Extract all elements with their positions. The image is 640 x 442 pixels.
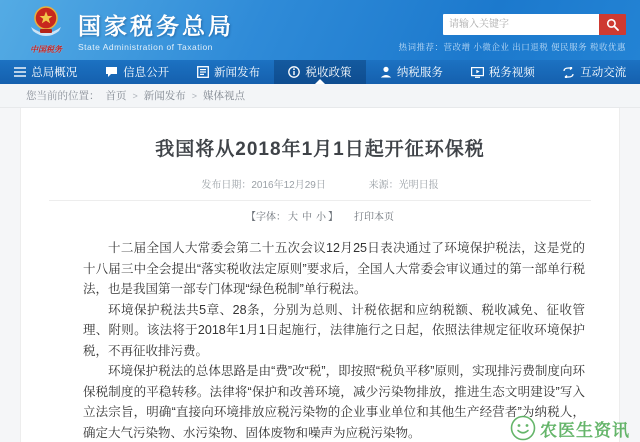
article-paragraph: 环境保护税法的总体思路是由“费”改“税”，即按照“税负平移”原则，实现排污费制度向环保税制度的平稳转移。法律将“保护和改善环境，减少污染物排放，推进生态文明建设”写入立法宗旨，明确“直接向环境排放应税污染物的企业事业单位和其他生产经营者”为纳税人，确定大气污染物、水污染物、固体废物和噪声为应税污染物。 [83,364,585,440]
breadcrumb-prefix: 您当前的位置： [26,90,100,102]
user-icon [380,66,392,78]
article-paragraph: 环境保护税法共5章、28条，分别为总则、计税依据和应纳税额、税收减免、征收管理、附则。该法将于2018年1月1日起施行，法律施行之日起，依照法律规定征收环境保护税，不再征收排污费。 [83,302,585,358]
breadcrumb-home[interactable]: 首页 [105,90,127,102]
article-source: 来源：光明日报 [368,180,439,191]
logo-block [24,5,234,55]
nav-label: 新闻发布 [214,67,261,79]
site-title: 国家税务总局 [78,13,234,39]
nav-item-tax-policy[interactable] [274,60,365,84]
site-header [0,0,640,60]
nav-label: 纳税服务 [396,67,443,79]
nav-item-overview[interactable] [0,60,91,84]
seal-calligraphy-text: 中国税务 [30,45,62,54]
article-body [21,238,619,442]
article-title: 我国将从2018年1月1日起开征环保税 [155,139,485,160]
search-button[interactable] [599,14,626,35]
breadcrumb-separator: > [191,90,198,101]
print-page-button[interactable]: 打印本页 [354,212,394,223]
breadcrumb [0,84,640,108]
nav-label: 税务视频 [488,67,535,79]
sync-icon [562,67,575,78]
nav-label: 总局概况 [31,67,78,79]
nav-item-news[interactable] [183,60,274,84]
nav-label: 信息公开 [123,67,170,79]
video-icon [471,67,484,78]
nav-item-interaction[interactable] [549,60,640,84]
nav-item-info-disclosure[interactable] [91,60,182,84]
main-nav [0,60,640,84]
site-title-block [78,8,234,52]
font-label-open: 【字体： [246,212,286,223]
menu-icon [14,67,26,77]
hot-words-links[interactable]: 热词推荐：营改增 小微企业 出口退税 便民服务 税收优惠 [398,41,626,52]
article-paragraph: 十二届全国人大常委会第二十五次会议12月25日表决通过了环境保护税法，这是党的十八届三中全会提出“落实税收法定原则”要求后，全国人大常委会审议通过的第一部单行税法，也是我国第一部专门体现“绿色税制”单行税法。 [83,241,585,296]
national-emblem-icon [27,5,65,41]
search-icon [606,18,619,31]
font-size-medium-button[interactable]: 中 [302,212,312,223]
breadcrumb-media-view[interactable]: 媒体视点 [203,90,246,102]
watermark-text: 农医生资讯 [540,420,630,440]
breadcrumb-news[interactable]: 新闻发布 [143,90,186,102]
chat-icon [105,66,118,78]
font-size-toolbar [21,208,619,223]
search-bar [443,14,626,35]
font-label-close: 】 [328,212,338,223]
nav-item-tax-video[interactable] [457,60,548,84]
search-input[interactable] [443,14,599,35]
site-subtitle: State Administration of Taxation [78,42,213,52]
search-block [399,14,626,53]
info-icon [288,66,300,78]
font-size-small-button[interactable]: 小 [316,212,326,223]
news-icon [197,66,209,78]
tax-emblem-logo [24,5,68,55]
font-size-large-button[interactable]: 大 [288,212,298,223]
nav-label: 互动交流 [580,67,627,79]
article-meta [21,176,619,191]
article-container [20,108,620,442]
publish-date: 发布日期：2016年12月29日 [201,180,326,191]
nav-label: 税收政策 [305,67,352,79]
divider [49,200,591,201]
breadcrumb-separator: > [132,90,138,101]
nav-item-taxpayer-service[interactable] [366,60,457,84]
